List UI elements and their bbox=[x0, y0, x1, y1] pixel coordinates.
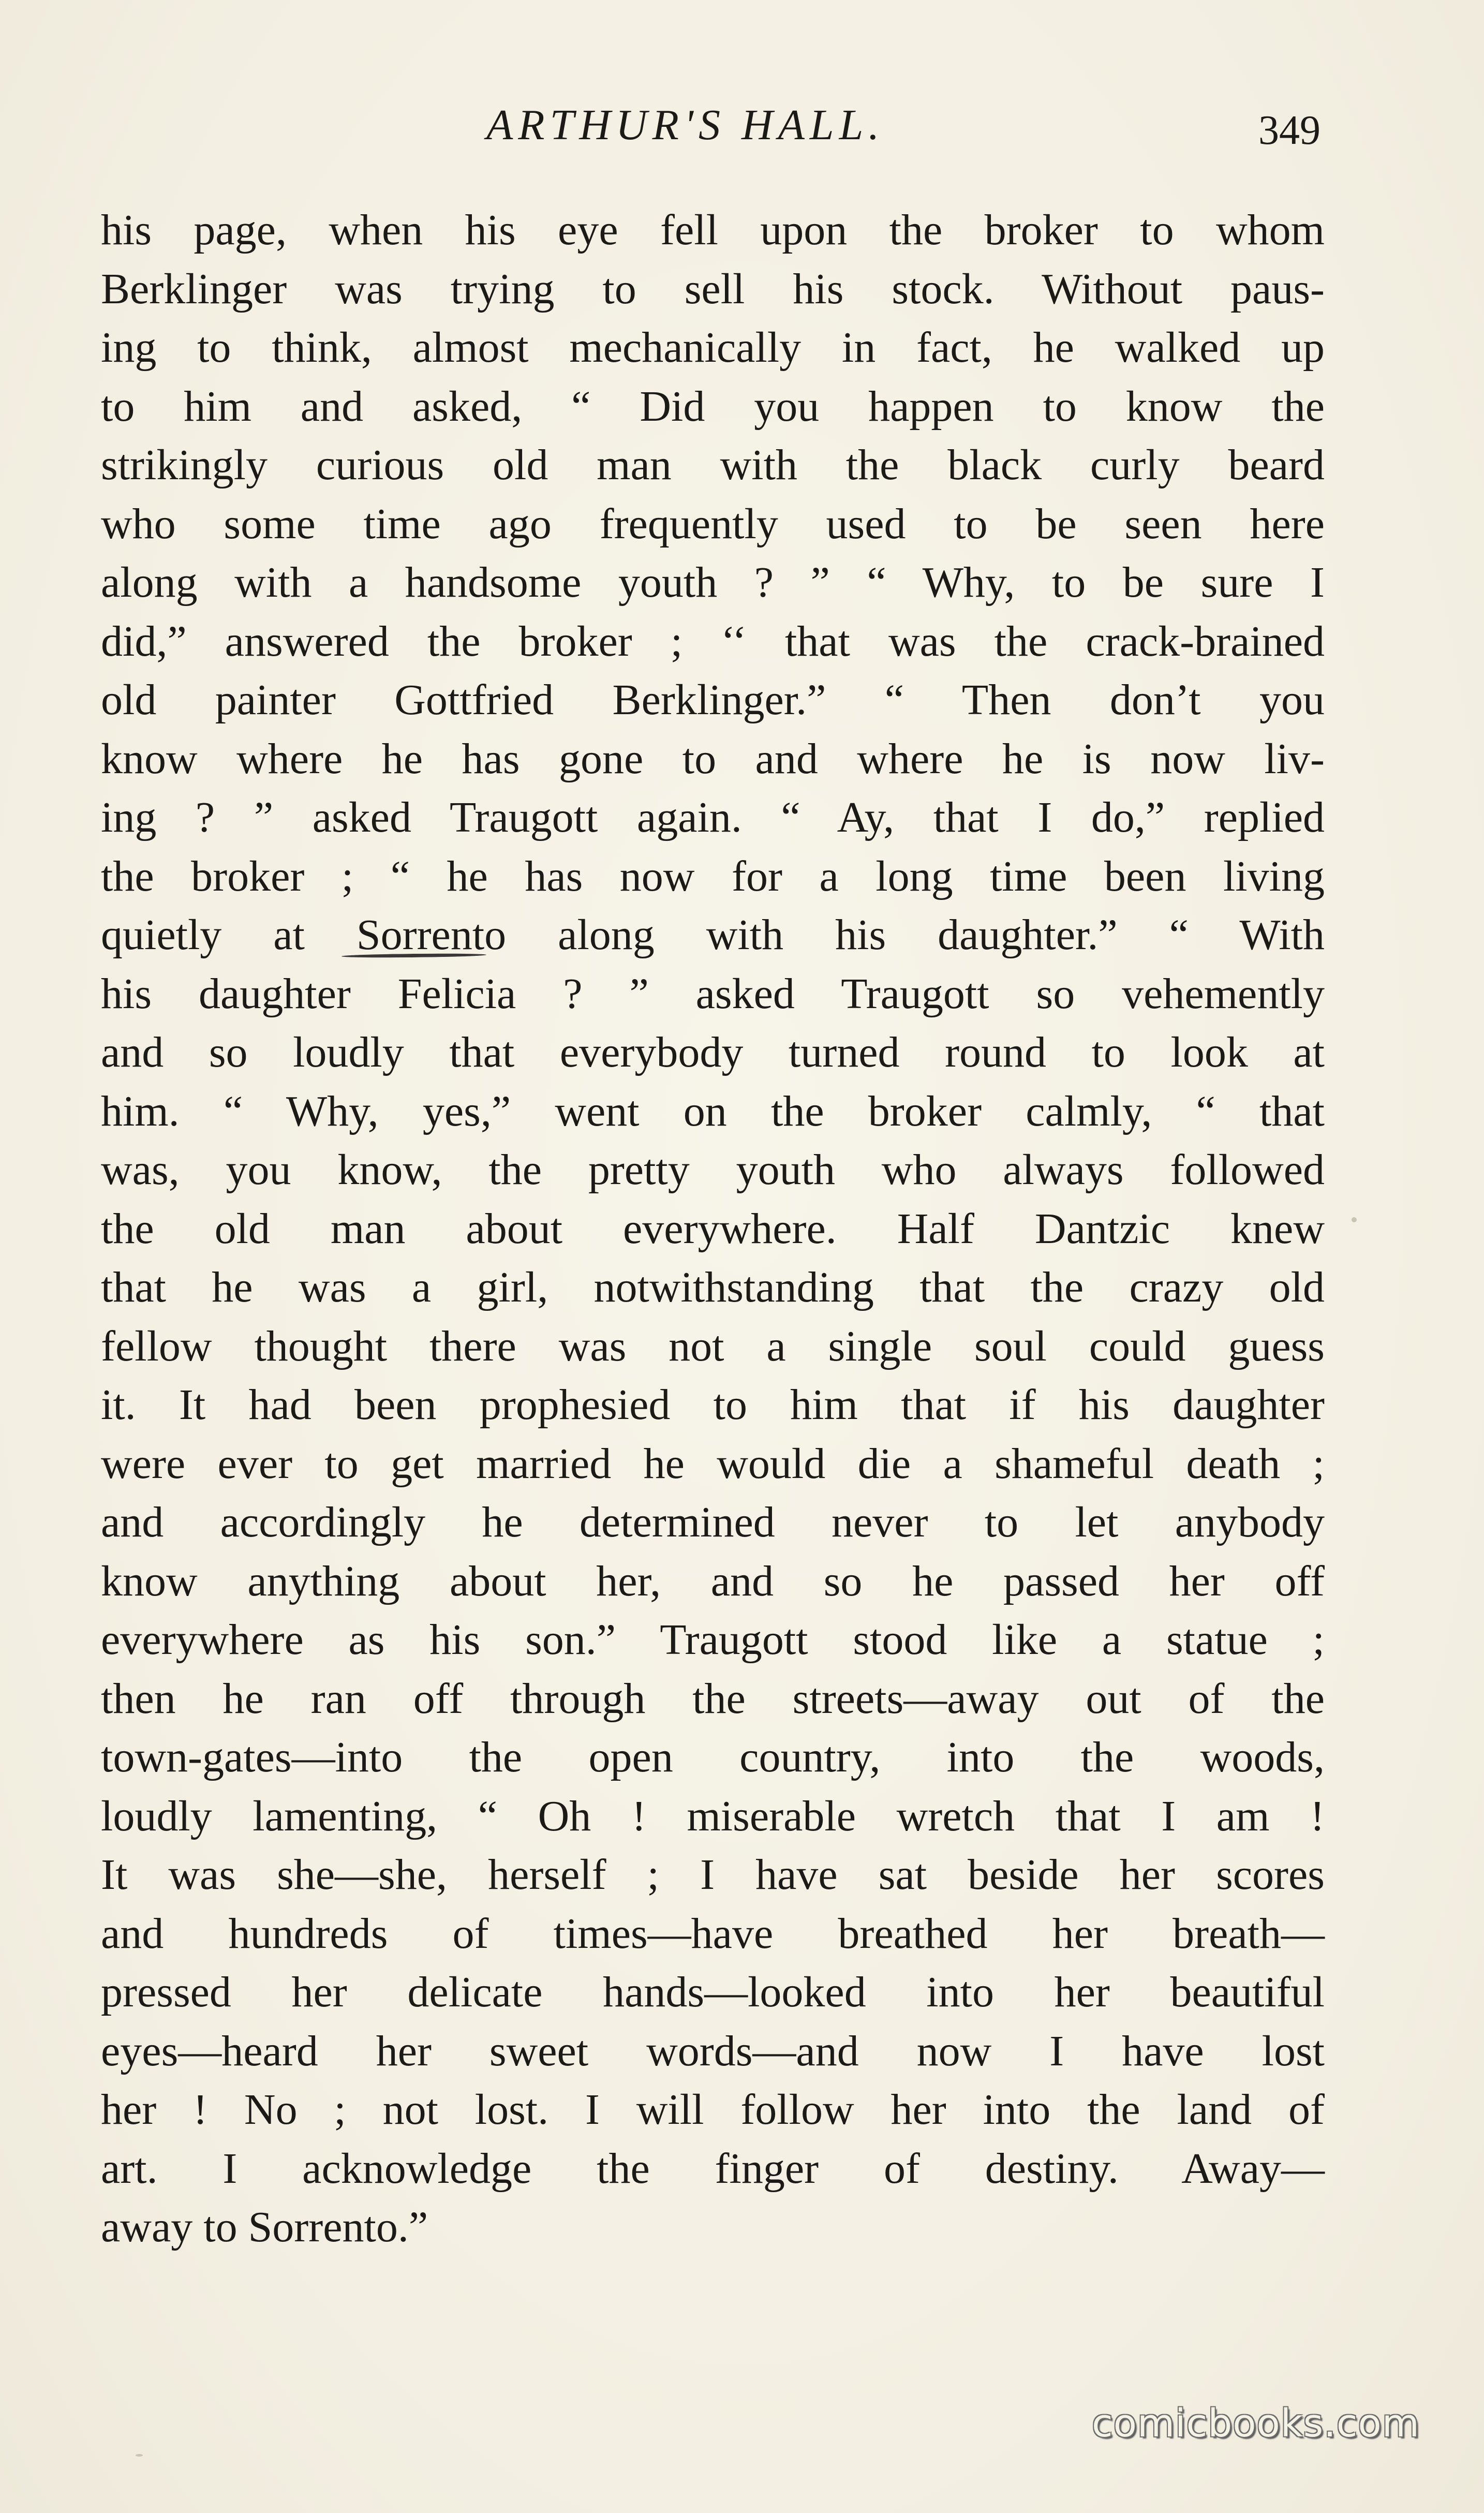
text-line: and so loudly that everybody turned round to look at bbox=[101, 1028, 1325, 1076]
paper-speck bbox=[1352, 1217, 1357, 1222]
paper-speck bbox=[136, 2454, 143, 2457]
text-line: his daughter Felicia ? ” asked Traugott so vehemently bbox=[101, 969, 1325, 1018]
text-line: who some time ago frequently used to be seen here bbox=[101, 499, 1325, 548]
text-line: was, you know, the pretty youth who always followed bbox=[101, 1146, 1325, 1194]
text-line: and hundreds of times—have breathed her breath— bbox=[101, 1909, 1325, 1958]
text-line: It was she—she, herself ; I have sat beside her scores bbox=[101, 1851, 1325, 1899]
text-line: were ever to get married he would die a shameful death ; bbox=[101, 1439, 1325, 1488]
text-line: his page, when his eye fell upon the broker to whom bbox=[101, 206, 1325, 254]
text-line: strikingly curious old man with the black curly beard bbox=[101, 441, 1325, 489]
text-line: ing to think, almost mechanically in fact, he walked up bbox=[101, 323, 1325, 372]
watermark: comicbooks.com bbox=[1092, 2401, 1420, 2446]
text-line: the old man about everywhere. Half Dantzic knew bbox=[101, 1204, 1325, 1253]
text-line: know anything about her, and so he passed her off bbox=[101, 1557, 1325, 1605]
text-line-last: away to Sorrento.” bbox=[101, 2203, 428, 2251]
text-line: old painter Gottfried Berklinger.” “ Then don’t you bbox=[101, 676, 1325, 724]
text-line: him. “ Why, yes,” went on the broker calmly, “ that bbox=[101, 1087, 1325, 1135]
text-line: to him and asked, “ Did you happen to know the bbox=[101, 382, 1325, 431]
text-line: her ! No ; not lost. I will follow her into the land of bbox=[101, 2086, 1325, 2134]
text-line: it. It had been prophesied to him that if his daughter bbox=[101, 1381, 1325, 1429]
text-line: pressed her delicate hands—looked into her beautiful bbox=[101, 1968, 1325, 2016]
text-line: that he was a girl, notwithstanding that the crazy old bbox=[101, 1263, 1325, 1311]
text-line: then he ran off through the streets—away out of the bbox=[101, 1674, 1325, 1723]
text-line: art. I acknowledge the finger of destiny. Away— bbox=[101, 2144, 1325, 2193]
text-line: and accordingly he determined never to let anybody bbox=[101, 1498, 1325, 1546]
text-line: everywhere as his son.” Traugott stood like a statue ; bbox=[101, 1616, 1325, 1664]
text-line: know where he has gone to and where he is now liv- bbox=[101, 734, 1325, 783]
text-line: the broker ; “ he has now for a long time been living bbox=[101, 852, 1325, 900]
text-line: ing ? ” asked Traugott again. “ Ay, that I do,” replied bbox=[101, 793, 1325, 841]
text-line: did,” answered the broker ; ‘‘ that was the crack-brained bbox=[101, 617, 1325, 666]
text-line: Berklinger was trying to sell his stock. Without paus- bbox=[101, 264, 1325, 313]
body-text bbox=[101, 201, 1325, 2257]
text-line: along with a handsome youth ? ” “ Why, to be sure I bbox=[101, 558, 1325, 607]
text-line: quietly at Sorrento along with his daughter.” “ With bbox=[101, 911, 1325, 959]
text-line: loudly lamenting, “ Oh ! miserable wretch that I am ! bbox=[101, 1792, 1325, 1840]
running-title: ARTHUR'S HALL. bbox=[486, 101, 885, 149]
text-line: town-gates—into the open country, into the woods, bbox=[101, 1733, 1325, 1781]
page-number: 349 bbox=[1258, 108, 1320, 153]
text-line: eyes—heard her sweet words—and now I have lost bbox=[101, 2027, 1325, 2075]
text-line: fellow thought there was not a single soul could guess bbox=[101, 1322, 1325, 1370]
